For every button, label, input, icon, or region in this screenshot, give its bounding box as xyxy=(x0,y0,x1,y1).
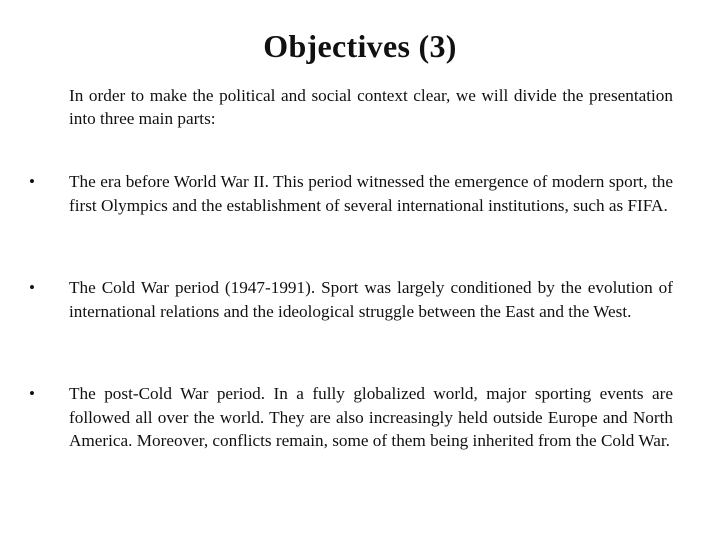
bullet-icon: • xyxy=(29,278,35,297)
bullet-text: The era before World War II. This period witnessed the emergence of modern sport, the first Olympics and the establishment of several international institutions, such as FIFA. xyxy=(69,172,673,215)
bullet-text: The post-Cold War period. In a fully globalized world, major sporting events are followed all over the world. They are also increasingly held outside Europe and North America. Moreover, conflicts remain, some of them being inherited from the Cold War. xyxy=(69,384,673,450)
intro-paragraph: In order to make the political and social context clear, we will divide the presentation into three main parts: xyxy=(69,86,673,128)
slide-title: Objectives (3) xyxy=(263,28,457,64)
bullet-icon: • xyxy=(29,384,35,403)
bullet-text: The Cold War period (1947-1991). Sport was largely conditioned by the evolution of international relations and the ideological struggle between the East and the West. xyxy=(69,278,673,321)
bullet-icon: • xyxy=(29,172,35,191)
